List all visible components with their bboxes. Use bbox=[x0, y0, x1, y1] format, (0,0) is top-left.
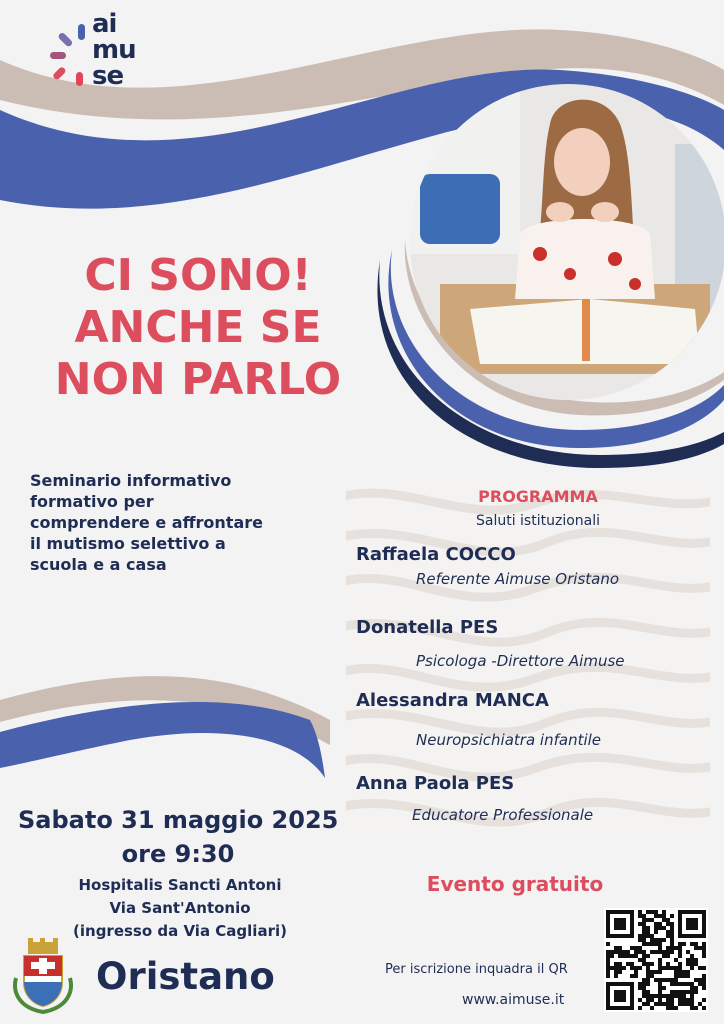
website-link[interactable]: www.aimuse.it bbox=[462, 992, 565, 1008]
girl-reading-photo bbox=[410, 84, 724, 400]
speaker-role: Referente Aimuse Oristano bbox=[416, 570, 620, 588]
registration-instruction: Per iscrizione inquadra il QR bbox=[385, 962, 568, 977]
speaker-name: Alessandra MANCA bbox=[356, 690, 549, 711]
registration-qr-code[interactable] bbox=[604, 908, 708, 1012]
aimuse-logo bbox=[48, 9, 158, 102]
event-time: ore 9:30 bbox=[121, 840, 235, 868]
seminar-description: Seminario informativo formativo per comprendere e affrontare il mutismo selettivo a scuola e a casa bbox=[30, 471, 263, 574]
speaker-name: Raffaela COCCO bbox=[356, 544, 516, 565]
program-heading: PROGRAMMA bbox=[478, 487, 598, 506]
city-name: Oristano bbox=[96, 955, 275, 998]
speaker-role: Educatore Professionale bbox=[412, 806, 594, 824]
event-date-time bbox=[18, 803, 338, 871]
speaker-name: Anna Paola PES bbox=[356, 773, 515, 794]
speaker-name: Donatella PES bbox=[356, 617, 499, 638]
title-line-3: NON PARLO bbox=[54, 354, 342, 405]
program-subheading: Saluti istituzionali bbox=[475, 513, 601, 529]
speaker-role: Psicologa -Direttore Aimuse bbox=[416, 652, 625, 670]
free-event-label: Evento gratuito bbox=[426, 872, 604, 896]
event-date: Sabato 31 maggio 2025 bbox=[18, 806, 339, 834]
event-title bbox=[18, 250, 378, 406]
logo-burst-icon bbox=[48, 22, 92, 92]
mid-blue-wave bbox=[0, 702, 325, 778]
title-line-1: CI SONO! bbox=[84, 250, 312, 301]
logo-wordmark: ai mu se bbox=[92, 9, 136, 91]
event-venue: Hospitalis Sancti Antoni Via Sant'Antonio (ingresso da Via Cagliari) bbox=[73, 876, 287, 940]
speaker-role: Neuropsichiatra infantile bbox=[416, 731, 602, 749]
oristano-crest-icon bbox=[10, 938, 76, 1014]
title-line-2: ANCHE SE bbox=[74, 302, 322, 353]
